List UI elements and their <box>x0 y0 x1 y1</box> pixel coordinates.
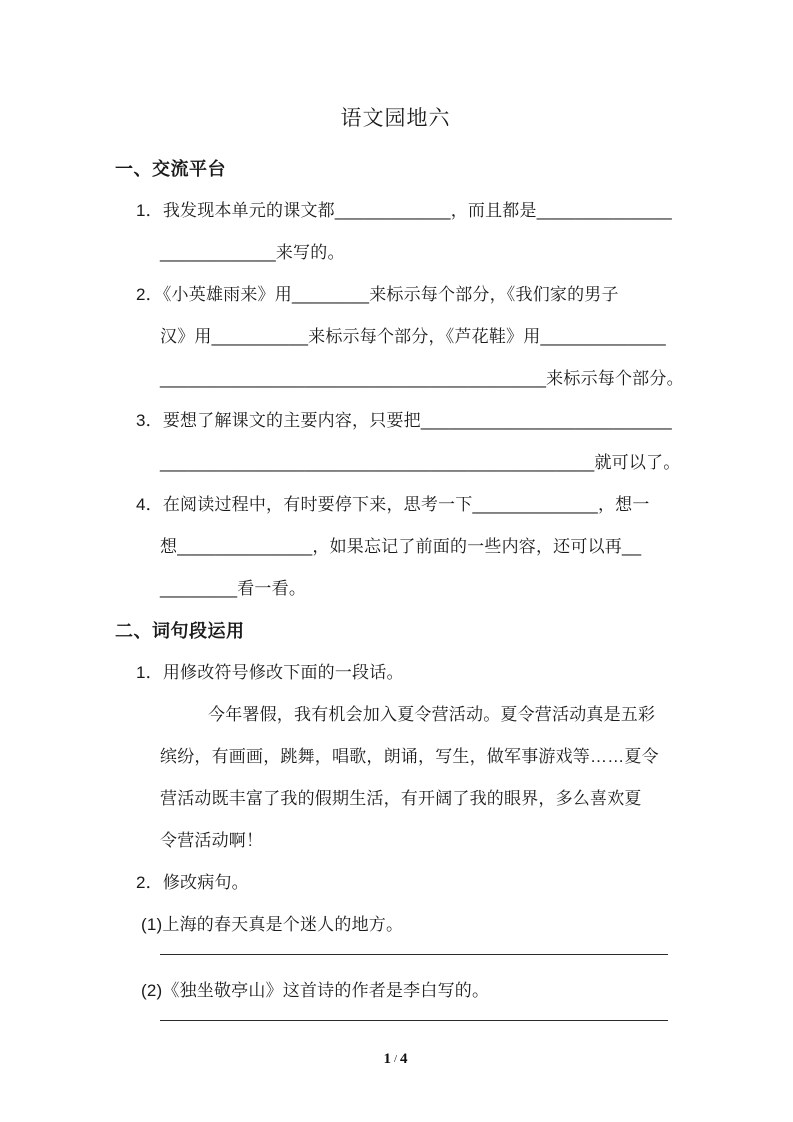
page-number-total: 4 <box>400 1051 408 1067</box>
q3-line-1: 3．要想了解课文的主要内容，只要把__________________________ <box>136 411 672 430</box>
section-one-heading: 一、交流平台 <box>115 159 226 179</box>
answer-line-1 <box>160 954 668 955</box>
section-communication-platform <box>115 148 684 610</box>
q4-line-3: ________看一看。 <box>160 579 307 598</box>
revision-task-prompt: 1．用修改符号修改下面的一段话。 <box>136 663 404 682</box>
q2-line-2: 汉》用__________来标示每个部分，《芦花鞋》用_____________ <box>160 327 666 346</box>
q2-line-1: 2．《小英雄雨来》用________来标示每个部分，《我们家的男子 <box>136 285 619 304</box>
section-two-heading: 二、词句段运用 <box>115 621 245 641</box>
q1-line-2: ____________来写的。 <box>160 243 345 262</box>
page-title: 语文园地六 <box>340 107 451 130</box>
q3-line-2: _____________________________________________就可以了。 <box>160 453 681 472</box>
fix-sentences-prompt: 2．修改病句。 <box>136 873 249 892</box>
section-words-sentences-usage <box>115 610 676 1021</box>
fix-sentence-1: (1)上海的春天真是个迷人的地方。 <box>141 915 404 934</box>
page-number-current: 1 <box>383 1051 391 1067</box>
q1-line-1: 1．我发现本单元的课文都____________，而且都是______________ <box>136 201 672 220</box>
answer-line-2 <box>160 1020 668 1021</box>
revision-paragraph-line-3: 营活动既丰富了我的假期生活，有开阔了我的眼界，多么喜欢夏 <box>160 789 642 808</box>
q2-line-3: ________________________________________来标示每个部分。 <box>160 369 684 388</box>
revision-paragraph-line-4: 令营活动啊！ <box>160 831 264 850</box>
q4-line-1: 4．在阅读过程中，有时要停下来，思考一下_____________，想一 <box>136 495 650 514</box>
revision-paragraph-line-1: 今年署假，我有机会加入夏令营活动。夏令营活动真是五彩 <box>208 705 656 724</box>
page-number-separator: / <box>393 1053 398 1065</box>
q4-line-2: 想______________，如果忘记了前面的一些内容，还可以再__ <box>160 537 642 556</box>
revision-paragraph-line-2: 缤纷，有画画，跳舞，唱歌，朗诵，写生，做军事游戏等……夏令 <box>160 747 659 766</box>
page-footer <box>115 1049 676 1069</box>
fix-sentence-2: (2)《独坐敬亭山》这首诗的作者是李白写的。 <box>141 981 490 1000</box>
